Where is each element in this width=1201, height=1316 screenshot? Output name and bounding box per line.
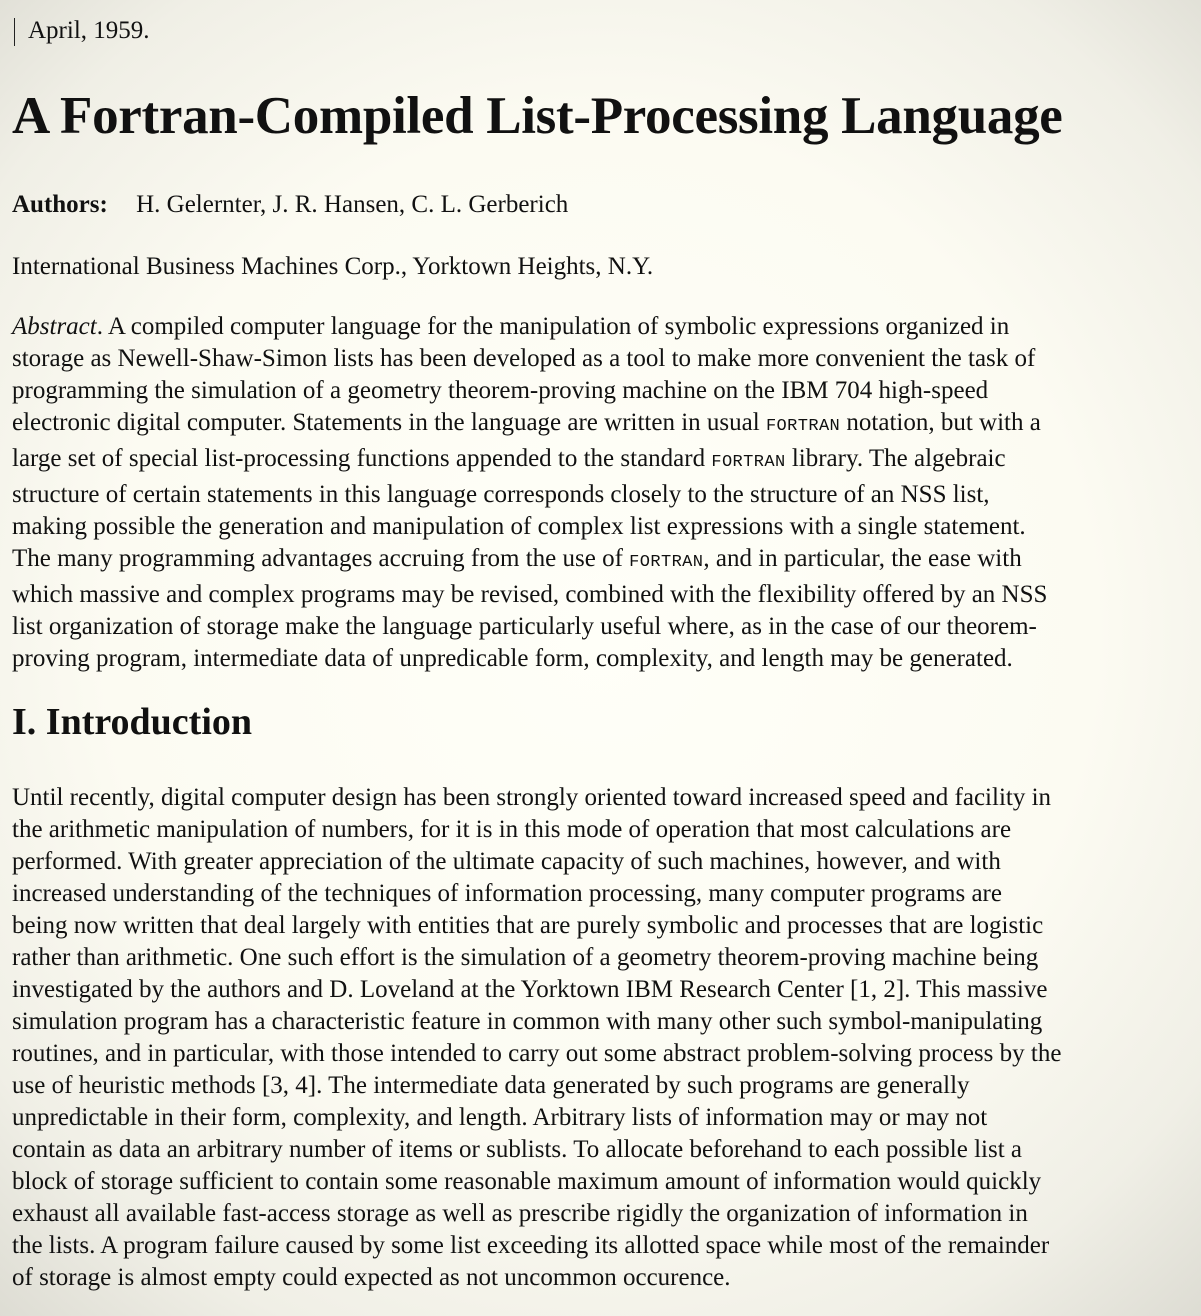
abstract-text: The many programming advantages accruing from the use of [12,545,630,572]
abstract-text: library. The algebraic [785,445,1006,472]
abstract-line [12,311,1192,343]
abstract-line [12,443,1192,479]
paragraph-line: routines, and in particular, with those intended to carry out some abstract problem-solving process by the [12,1040,1062,1067]
abstract-line [12,543,1192,579]
abstract-line: making possible the generation and manipulation of complex list expressions with a single statement. [12,513,1026,540]
affiliation: International Business Machines Corp., Yorktown Heights, N.Y. [12,253,654,280]
abstract-line [12,407,1192,443]
abstract-line: storage as Newell-Shaw-Simon lists has been developed as a tool to make more convenient the task of [12,345,1036,372]
paragraph-line: unpredictable in their form, complexity, and length. Arbitrary lists of information may or may not [12,1104,988,1131]
paragraph-line: investigated by the authors and D. Loveland at the Yorktown IBM Research Center [1, 2]. This massive [12,976,1048,1003]
abstract-text: . A compiled computer language for the manipulation of symbolic expressions organized in [96,313,1010,340]
paragraph-line: rather than arithmetic. One such effort is the simulation of a geometry theorem-proving machine being [12,944,1039,971]
date-line [12,14,150,48]
abstract-text: notation, but with a [840,409,1041,436]
abstract-line: list organization of storage make the language particularly useful where, as in the case of our theorem- [12,613,1037,640]
fortran-term: FORTRAN [629,553,704,572]
abstract-line: programming the simulation of a geometry theorem-proving machine on the IBM 704 high-speed [12,377,989,404]
abstract-line: proving program, intermediate data of unpredicable form, complexity, and length may be generated. [12,645,1013,672]
paragraph-line: the lists. A program failure caused by some list exceeding its allotted space while most of the remainder [12,1232,1050,1259]
abstract-line: structure of certain statements in this language corresponds closely to the structure of an NSS list, [12,481,990,508]
introduction-paragraph [12,782,1192,1294]
paragraph-line: being now written that deal largely with entities that are purely symbolic and processes that are logistic [12,912,1044,939]
fortran-term: FORTRAN [765,417,841,436]
paragraph-line: of storage is almost empty could expected as not uncommon occurence. [12,1264,731,1291]
paragraph-line: block of storage sufficient to contain some reasonable maximum amount of information would quickly [12,1168,1042,1195]
paragraph-line: increased understanding of the techniques of information processing, many computer programs are [12,880,1002,907]
authors-names: H. Gelernter, J. R. Hansen, C. L. Gerberich [136,191,569,218]
abstract-text: , and in particular, the ease with [703,545,1022,572]
paragraph-line: contain as data an arbitrary number of items or sublists. To allocate beforehand to each possible list a [12,1136,1022,1163]
fortran-term: FORTRAN [711,453,786,472]
paragraph-line: exhaust all available fast-access storage as well as prescribe rigidly the organization of information in [12,1200,1028,1227]
paragraph-line: the arithmetic manipulation of numbers, for it is in this mode of operation that most calculations are [12,816,1012,843]
abstract [12,311,1192,675]
authors-label: Authors: [12,191,108,218]
abstract-text: large set of special list-processing functions appended to the standard [12,445,712,472]
abstract-line: which massive and complex programs may be revised, combined with the flexibility offered by an NSS [12,581,1048,608]
paragraph-line: performed. With greater appreciation of the ultimate capacity of such machines, however, and with [12,848,1001,875]
paragraph-line: use of heuristic methods [3, 4]. The intermediate data generated by such programs are generally [12,1072,970,1099]
paper-title: A Fortran-Compiled List-Processing Language [12,87,1063,145]
authors-line [12,188,568,222]
section-heading-introduction: I. Introduction [12,701,253,743]
paragraph-line: Until recently, digital computer design has been strongly oriented toward increased speed and facility in [12,784,1052,811]
abstract-label: Abstract [12,313,97,340]
paragraph-line: simulation program has a characteristic feature in common with many other such symbol-manipulating [12,1008,1043,1035]
abstract-text: electronic digital computer. Statements in the language are written in usual [12,409,766,436]
text-cursor [14,18,15,46]
publication-date: April, 1959. [28,17,150,44]
